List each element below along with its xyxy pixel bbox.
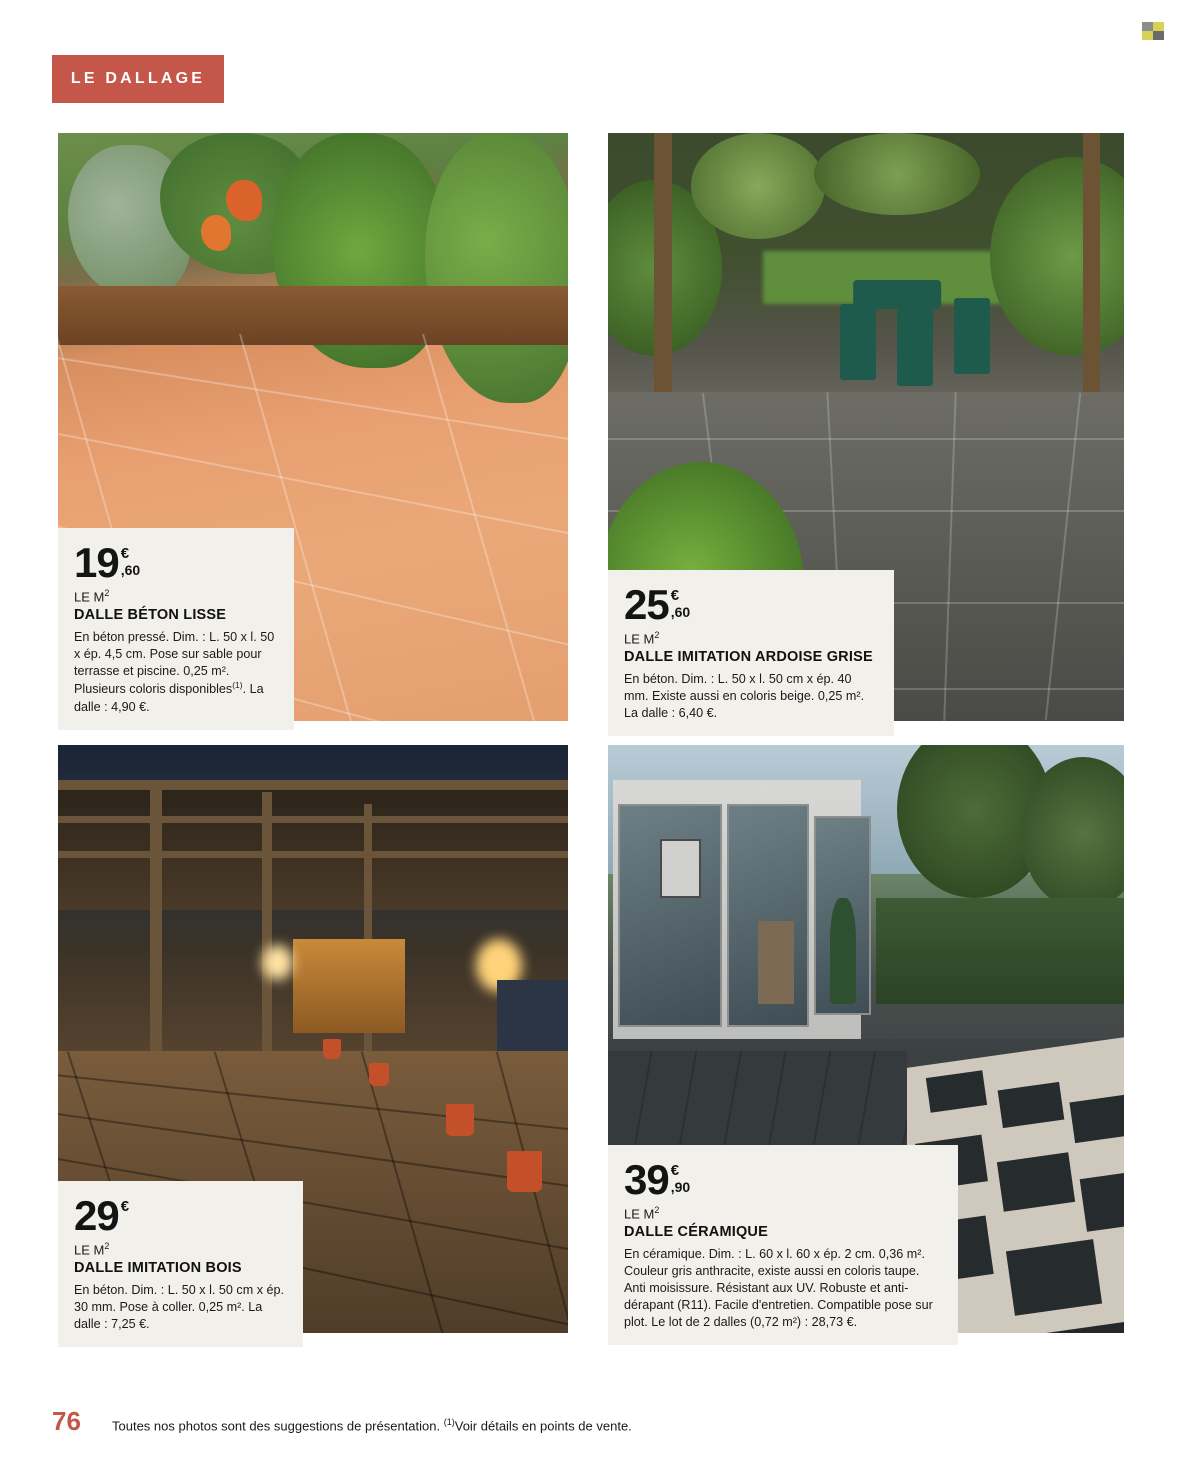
price-superscript (671, 584, 690, 619)
price-integer: 25 (624, 581, 669, 628)
flower (226, 180, 262, 221)
mark-swatch-2 (1153, 22, 1164, 31)
product-description-footnote: (1) (232, 680, 243, 691)
price (624, 1156, 942, 1203)
price-integer: 29 (74, 1192, 119, 1239)
price (624, 581, 878, 628)
price-unit-exponent: 2 (654, 1205, 660, 1215)
product-name: DALLE BÉTON LISSE (74, 607, 227, 624)
price-unit-exponent: 2 (104, 1241, 110, 1251)
price-unit (74, 588, 278, 604)
mark-swatch-4 (1153, 31, 1164, 40)
section-tag-label: LE DALLAGE (70, 70, 206, 87)
price (74, 539, 278, 586)
product-description (74, 629, 278, 715)
price (74, 1192, 287, 1239)
product-description: En céramique. Dim. : L. 60 x l. 60 x ép. 2 cm. 0,36 m². Couleur gris anthracite, existe aussi en coloris taupe. Anti moisissure. Résistant aux UV. Robuste et anti-dérapant (R11). Facile d'entretien. Compatible pose sur plot. Le lot de 2 dalles (0,72 m²) : 28,73 €. (624, 1247, 933, 1330)
price-decimal: ,60 (120, 562, 141, 578)
product-card-dalle-beton-lisse (58, 133, 568, 721)
stepping-slab (1070, 1094, 1124, 1143)
sliding-glass-door (618, 804, 721, 1027)
wall-picture (660, 839, 701, 898)
pergola-post (1083, 133, 1101, 427)
price-unit (624, 1205, 942, 1221)
mark-swatch-3 (1142, 31, 1153, 40)
corner-registration-mark (1142, 22, 1164, 40)
flower-pot (507, 1151, 543, 1192)
garden-chair (897, 309, 933, 385)
price-box-beton-lisse (58, 528, 294, 730)
flower (201, 215, 232, 250)
price-superscript (671, 1159, 690, 1194)
page-footer (52, 1406, 632, 1437)
shrub (814, 133, 979, 215)
product-name: DALLE IMITATION BOIS (74, 1260, 242, 1277)
section-tag (52, 55, 224, 103)
price-integer: 19 (74, 539, 119, 586)
flower-pot (446, 1104, 474, 1136)
price-box-imitation-bois (58, 1181, 303, 1347)
price-unit-exponent: 2 (104, 588, 110, 598)
product-card-dalle-imitation-bois (58, 745, 568, 1333)
price-currency: € (120, 1198, 130, 1215)
price-box-ceramique (608, 1145, 958, 1345)
ceiling-beam (58, 780, 568, 789)
hedge (876, 898, 1124, 1004)
mark-swatch-1 (1142, 22, 1153, 31)
price-unit (624, 630, 878, 646)
product-description: En béton. Dim. : L. 50 x l. 50 cm x ép. 40 mm. Existe aussi en coloris beige. 0,25 m². La dalle : 6,40 €. (624, 672, 865, 721)
product-description: En béton. Dim. : L. 50 x l. 50 cm x ép. 30 mm. Pose à coller. 0,25 m². La dalle : 7,25 €. (74, 1283, 284, 1332)
price-unit-text: LE M (74, 589, 105, 605)
product-description-tail: . La dalle : 4,90 €. (74, 682, 264, 714)
indoor-chair (758, 921, 794, 1003)
support-column (262, 792, 272, 1074)
shrub (990, 157, 1124, 357)
product-card-dalle-ceramique (608, 745, 1124, 1333)
product-name: DALLE IMITATION ARDOISE GRISE (624, 649, 873, 666)
price-unit-text: LE M (74, 1242, 105, 1258)
price-unit-exponent: 2 (654, 630, 660, 640)
price-unit-text: LE M (624, 631, 655, 647)
product-card-dalle-imitation-ardoise-grise (608, 133, 1124, 721)
ceiling-beam (58, 851, 568, 858)
stepping-slab (1006, 1239, 1102, 1315)
garden-chair (840, 304, 876, 380)
price-superscript (121, 1195, 129, 1216)
garden-chair (954, 298, 990, 374)
lit-interior (293, 939, 405, 1033)
ceiling-beam (58, 816, 568, 823)
product-description-text: En béton pressé. Dim. : L. 50 x l. 50 x ép. 4,5 cm. Pose sur sable pour terrasse et piscine. 0,25 m². Plusieurs coloris disponibles (74, 630, 275, 697)
price-decimal: ,60 (670, 604, 691, 620)
footer-note (112, 1417, 632, 1433)
page-number: 76 (52, 1406, 81, 1436)
shrub (691, 133, 825, 239)
price-integer: 39 (624, 1156, 669, 1203)
price-unit (74, 1241, 287, 1257)
footer-note-text: Toutes nos photos sont des suggestions de présentation. (112, 1418, 444, 1433)
pergola-ceiling (58, 780, 568, 909)
footer-note-tail: Voir détails en points de vente. (454, 1418, 632, 1433)
price-currency: € (670, 1162, 680, 1179)
price-currency: € (670, 587, 680, 604)
support-column (150, 780, 162, 1086)
price-decimal: ,90 (670, 1179, 691, 1195)
indoor-plant (830, 898, 856, 1004)
price-superscript (121, 542, 140, 577)
lamp-glow (262, 945, 293, 980)
product-name: DALLE CÉRAMIQUE (624, 1224, 768, 1241)
stepping-slab (997, 1152, 1075, 1212)
footer-note-marker: (1) (443, 1416, 455, 1427)
flower-pot (369, 1063, 389, 1087)
stepping-slab (1079, 1169, 1124, 1231)
flower-pot (323, 1039, 340, 1059)
price-unit-text: LE M (624, 1206, 655, 1222)
price-box-ardoise-grise (608, 570, 894, 736)
price-currency: € (120, 545, 130, 562)
